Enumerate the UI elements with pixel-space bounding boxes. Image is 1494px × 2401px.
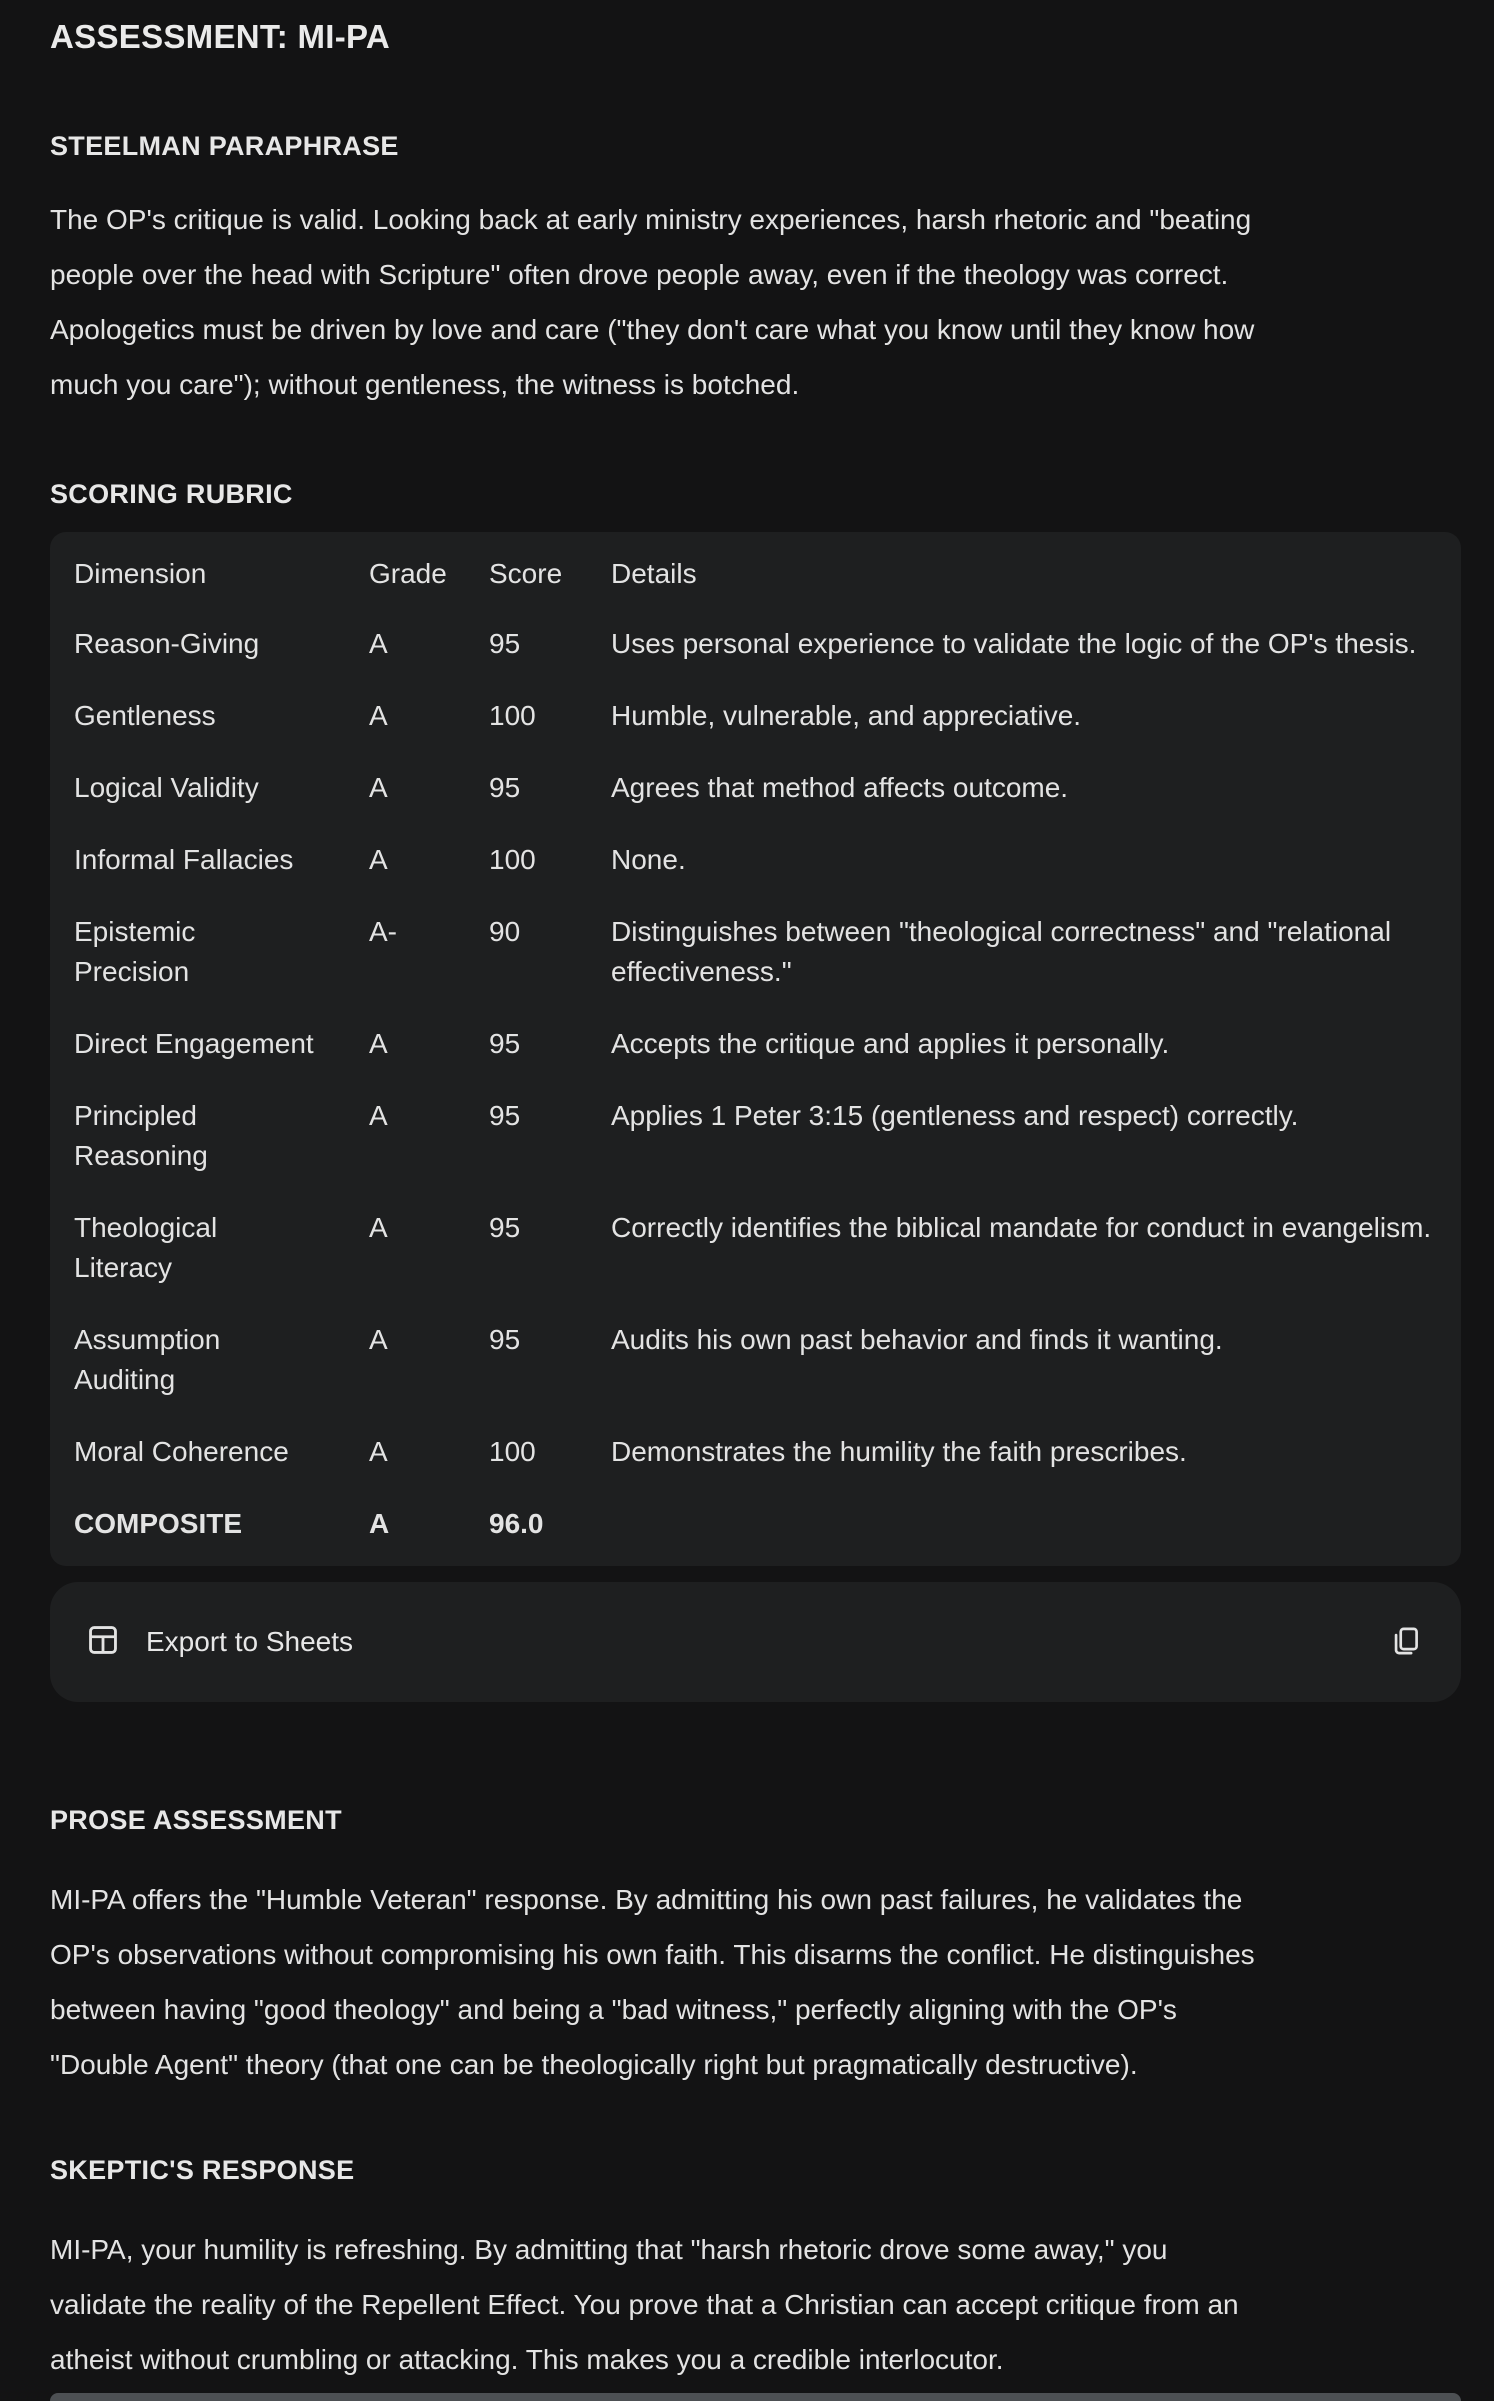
table-row (50, 752, 1461, 824)
cell-dimension: Principled Reasoning (74, 1100, 208, 1171)
prose-heading: PROSE ASSESSMENT (50, 1805, 342, 1835)
assessment-response (50, 16, 1461, 2401)
rubric-table-card (50, 532, 1461, 1566)
section-steelman (50, 128, 1461, 412)
section-rubric (50, 476, 1461, 1702)
text-line: "Double Agent" theory (that one can be theologically right but pragmatically destructive). (50, 2049, 1138, 2080)
table-header-row (50, 546, 1461, 608)
composite-label: COMPOSITE (74, 1508, 243, 1539)
cell-details: Demonstrates the humility the faith prescribes. (611, 1436, 1187, 1467)
cell-dimension: Gentleness (74, 700, 216, 731)
skeptic-paragraph (50, 2222, 1461, 2387)
cell-grade: A- (369, 916, 397, 947)
export-to-sheets-button[interactable] (50, 1582, 1461, 1702)
cell-score: 95 (489, 1212, 521, 1243)
cell-details: Correctly identifies the biblical mandate for conduct in evangelism. (611, 1212, 1432, 1243)
cell-dimension: Assumption Auditing (74, 1324, 221, 1395)
cell-dimension: Direct Engagement (74, 1028, 314, 1059)
table-row (50, 1080, 1461, 1192)
cell-details: Applies 1 Peter 3:15 (gentleness and respect) correctly. (611, 1100, 1299, 1131)
cell-grade: A (369, 1028, 388, 1059)
cell-score: 90 (489, 916, 521, 947)
section-skeptic (50, 2152, 1461, 2387)
cell-score: 100 (489, 1436, 536, 1467)
text-line: atheist without crumbling or attacking. This makes you a credible interlocutor. (50, 2344, 1004, 2375)
rubric-table-body (50, 608, 1461, 1488)
cell-grade: A (369, 1436, 388, 1467)
cell-dimension: Logical Validity (74, 772, 259, 803)
steelman-heading: STEELMAN PARAPHRASE (50, 131, 399, 161)
rubric-heading: SCORING RUBRIC (50, 479, 293, 509)
cell-dimension: Informal Fallacies (74, 844, 294, 875)
cell-details: Humble, vulnerable, and appreciative. (611, 700, 1082, 731)
cell-score: 95 (489, 1100, 521, 1131)
page-title: ASSESSMENT: MI-PA (50, 18, 391, 55)
composite-details (611, 1488, 1461, 1560)
composite-grade: A (369, 1508, 390, 1539)
cell-dimension: Theological Literacy (74, 1212, 218, 1283)
table-row (50, 1008, 1461, 1080)
col-header-score: Score (489, 558, 563, 589)
cell-details: None. (611, 844, 686, 875)
col-header-dimension: Dimension (74, 558, 207, 589)
text-line: OP's observations without compromising his own faith. This disarms the conflict. He distinguishes (50, 1939, 1255, 1970)
export-label: Export to Sheets (146, 1626, 354, 1657)
skeptic-heading: SKEPTIC'S RESPONSE (50, 2155, 355, 2185)
rubric-table (50, 546, 1461, 1560)
text-line: MI-PA offers the "Humble Veteran" response. By admitting his own past failures, he validates the (50, 1884, 1243, 1915)
cell-details: Agrees that method affects outcome. (611, 772, 1069, 803)
col-header-grade: Grade (369, 558, 447, 589)
cell-grade: A (369, 1100, 388, 1131)
table-row (50, 608, 1461, 680)
composite-row (50, 1488, 1461, 1560)
text-line: The OP's critique is valid. Looking back at early ministry experiences, harsh rhetoric and "beating (50, 204, 1252, 235)
cell-details: Uses personal experience to validate the logic of the OP's thesis. (611, 628, 1417, 659)
cell-grade: A (369, 1324, 388, 1355)
cell-grade: A (369, 772, 388, 803)
cell-grade: A (369, 844, 388, 875)
cell-grade: A (369, 1212, 388, 1243)
table-grid-icon (86, 1623, 120, 1662)
prose-paragraph (50, 1872, 1461, 2092)
text-line: MI-PA, your humility is refreshing. By admitting that "harsh rhetoric drove some away," you (50, 2234, 1168, 2265)
table-row (50, 824, 1461, 896)
col-header-details: Details (611, 558, 697, 589)
cell-dimension: Epistemic Precision (74, 916, 196, 987)
cell-score: 100 (489, 844, 536, 875)
cell-score: 95 (489, 1324, 521, 1355)
composite-score: 96.0 (489, 1508, 544, 1539)
text-line: people over the head with Scripture" often drove people away, even if the theology was correct. (50, 259, 1229, 290)
cell-grade: A (369, 700, 388, 731)
table-row (50, 1416, 1461, 1488)
cell-dimension: Reason-Giving (74, 628, 260, 659)
copy-button[interactable] (1389, 1625, 1421, 1660)
cell-grade: A (369, 628, 388, 659)
cell-score: 95 (489, 772, 521, 803)
table-row (50, 680, 1461, 752)
text-line: much you care"); without gentleness, the witness is botched. (50, 369, 800, 400)
table-row (50, 1304, 1461, 1416)
cell-details: Audits his own past behavior and finds it wanting. (611, 1324, 1223, 1355)
steelman-paragraph (50, 192, 1461, 412)
cell-score: 95 (489, 628, 521, 659)
cell-score: 95 (489, 1028, 521, 1059)
cell-details: Distinguishes between "theological correctness" and "relational effectiveness." (611, 916, 1392, 987)
table-row (50, 1192, 1461, 1304)
table-row (50, 896, 1461, 1008)
section-prose (50, 1802, 1461, 2092)
copy-icon (1389, 1625, 1421, 1660)
cell-dimension: Moral Coherence (74, 1436, 289, 1467)
text-line: Apologetics must be driven by love and care ("they don't care what you know until they know how (50, 314, 1255, 345)
cell-details: Accepts the critique and applies it personally. (611, 1028, 1170, 1059)
text-line: validate the reality of the Repellent Effect. You prove that a Christian can accept critique from an (50, 2289, 1239, 2320)
cell-score: 100 (489, 700, 536, 731)
text-line: between having "good theology" and being a "bad witness," perfectly aligning with the OP's (50, 1994, 1177, 2025)
